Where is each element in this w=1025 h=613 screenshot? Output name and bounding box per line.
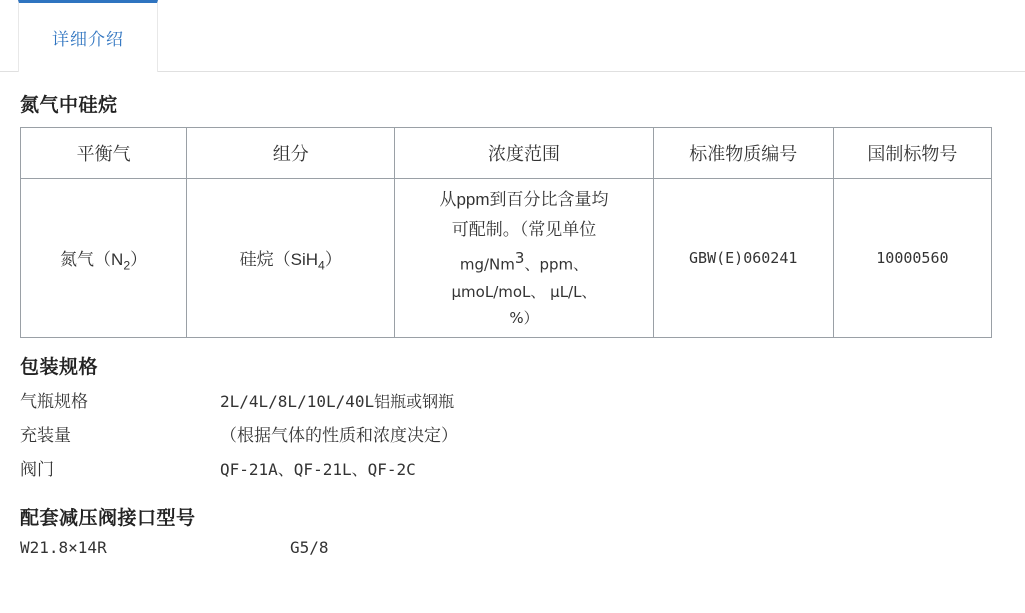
tab-bar	[0, 0, 1025, 72]
packing-label-cylinder: 气瓶规格	[20, 392, 88, 412]
packing-value-cylinder: 2L/4L/8L/10L/40L铝瓶或钢瓶	[220, 392, 455, 412]
balance-gas-subscript: 2	[123, 257, 131, 272]
regulator-model-2: G5/8	[290, 538, 329, 558]
component-text-pre: 硅烷（SiH	[239, 249, 319, 269]
specification-table	[20, 127, 992, 338]
table-row	[21, 179, 992, 338]
packing-label-fill: 充装量	[20, 426, 71, 446]
column-header-component: 组分	[187, 128, 395, 179]
concentration-unit-mgnm: mg/Nm	[459, 255, 515, 274]
balance-gas-text-pre: 氮气（N	[60, 249, 124, 269]
concentration-line-1: 从ppm到百分比含量均	[439, 190, 609, 209]
regulator-title: 配套减压阀接口型号	[20, 508, 196, 530]
packing-value-fill: （根据气体的性质和浓度决定）	[220, 426, 458, 446]
tab-label: 详细介绍	[52, 30, 124, 49]
cell-component	[187, 179, 395, 338]
concentration-line-4: μmoL/moL、 μL/L、	[451, 282, 597, 301]
packing-value-valve: QF-21A、QF-21L、QF-2C	[220, 460, 416, 480]
concentration-line-3	[405, 245, 642, 279]
concentration-line-5: %）	[509, 309, 539, 328]
cell-national-number: 10000560	[833, 179, 991, 338]
component-subscript: 4	[318, 257, 325, 272]
column-header-standard-number: 标准物质编号	[653, 128, 833, 179]
table-header-row	[21, 128, 992, 179]
regulator-models	[20, 538, 1005, 557]
column-header-national-number: 国制标物号	[833, 128, 991, 179]
cell-concentration	[395, 179, 653, 338]
concentration-unit-ppm: 、ppm、	[524, 255, 589, 274]
packing-label-valve: 阀门	[20, 460, 54, 480]
list-item	[20, 455, 1005, 489]
list-item	[20, 421, 1005, 455]
concentration-unit-superscript: 3	[514, 248, 525, 267]
column-header-concentration: 浓度范围	[395, 128, 653, 179]
list-item	[20, 387, 1005, 421]
component-text-post: ）	[324, 249, 342, 269]
detail-content	[0, 72, 1025, 557]
column-header-balance-gas: 平衡气	[21, 128, 187, 179]
regulator-model-1: W21.8×14R	[20, 538, 107, 558]
packing-title: 包装规格	[20, 357, 99, 379]
product-title: 氮气中硅烷	[20, 95, 118, 116]
cell-balance-gas	[21, 179, 187, 338]
cell-standard-number: GBW(E)060241	[653, 179, 833, 338]
tab-detail-intro[interactable]	[18, 0, 158, 72]
balance-gas-text-post: ）	[130, 249, 148, 269]
packing-list	[20, 387, 1005, 489]
concentration-line-2: 可配制。（常见单位	[451, 219, 597, 239]
